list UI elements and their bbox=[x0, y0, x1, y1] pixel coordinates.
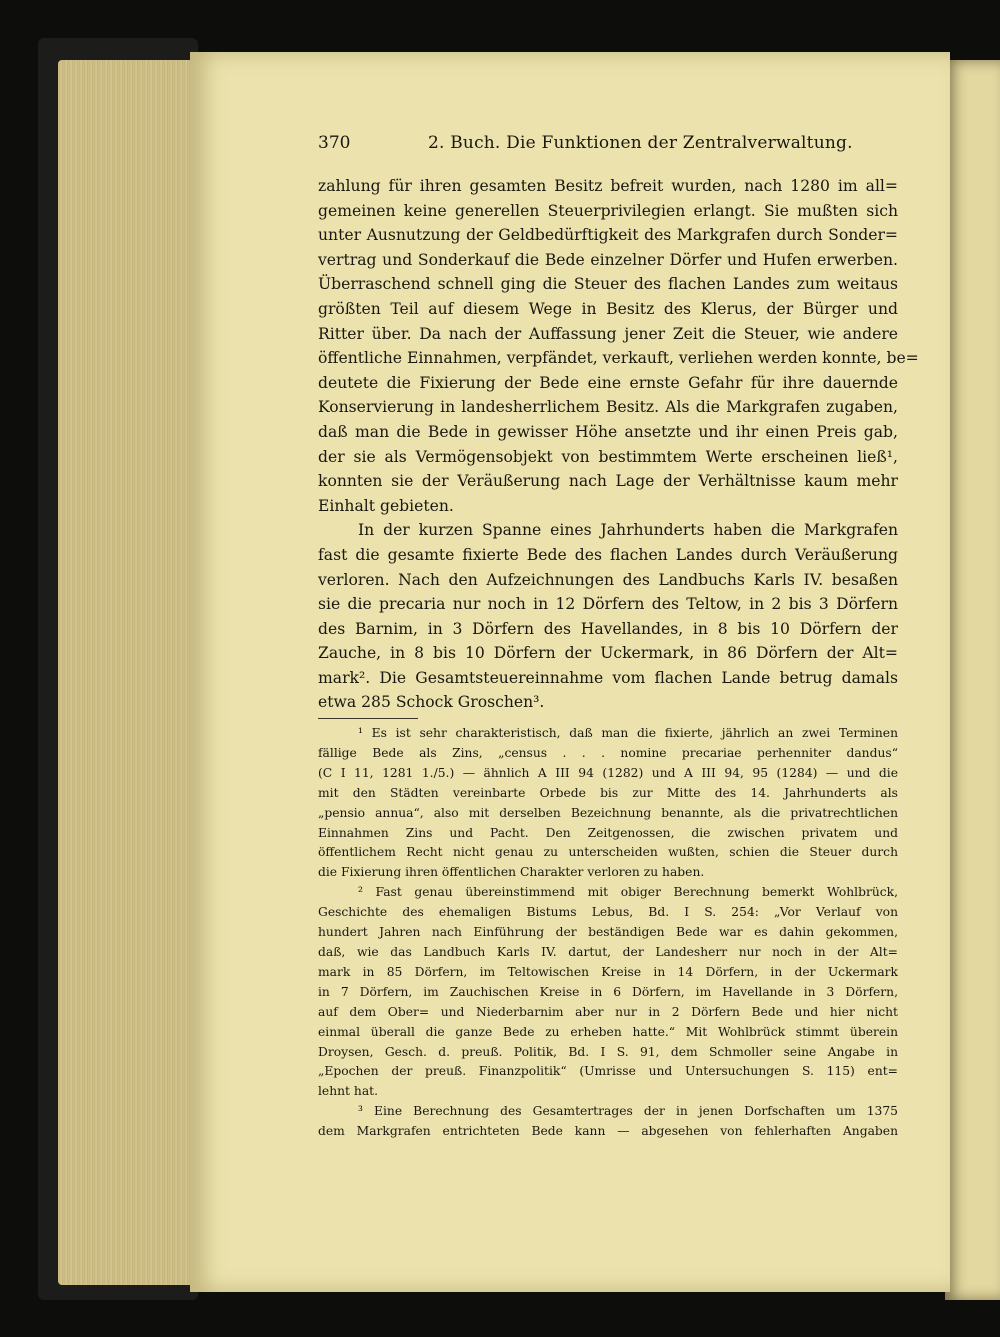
text-line: sie die precaria nur noch in 12 Dörfern des Teltow, in 2 bis 3 Dörfern bbox=[318, 595, 898, 614]
main-text bbox=[318, 174, 919, 715]
text-line: gemeinen keine generellen Steuerprivilegien erlangt. Sie mußten sich bbox=[318, 201, 898, 220]
text-line: mark². Die Gesamtsteuereinnahme vom flachen Lande betrug damals bbox=[318, 668, 898, 687]
footnote-line: „Epochen der preuß. Finanzpolitik“ (Umrisse und Untersuchungen S. 115) ent= bbox=[318, 1064, 898, 1079]
footnote-line: lehnt hat. bbox=[318, 1084, 379, 1099]
text-line: konnten sie der Veräußerung nach Lage der Verhältnisse kaum mehr bbox=[318, 472, 898, 491]
footnote-line: auf dem Ober= und Niederbarnim aber nur in 2 Dörfern Bede und hier nicht bbox=[318, 1004, 898, 1019]
page-number: 370 bbox=[318, 133, 351, 153]
footnote-line: öffentlichem Recht nicht genau zu unterscheiden wußten, schien die Steuer durch bbox=[318, 845, 898, 860]
footnote-line: die Fixierung ihren öffentlichen Charakter verloren zu haben. bbox=[318, 865, 705, 880]
footnote-line: ³ Eine Berechnung des Gesamtertrages der in jenen Dorfschaften um 1375 bbox=[358, 1104, 898, 1119]
footnote-line: einmal überall die ganze Bede zu erheben hatte.“ Mit Wohlbrück stimmt überein bbox=[318, 1024, 898, 1039]
footnote-line: Einnahmen Zins und Pacht. Den Zeitgenossen, die zwischen privatem und bbox=[318, 825, 898, 840]
text-line: verloren. Nach den Aufzeichnungen des Landbuchs Karls IV. besaßen bbox=[318, 570, 898, 589]
footnote-line: Geschichte des ehemaligen Bistums Lebus, Bd. I S. 254: „Vor Verlauf von bbox=[318, 905, 898, 920]
footnotes bbox=[318, 724, 898, 1142]
footnote-line: Droysen, Gesch. d. preuß. Politik, Bd. I S. 91, dem Schmoller seine Angabe in bbox=[318, 1044, 898, 1059]
text-line: In der kurzen Spanne eines Jahrhunderts haben die Markgrafen bbox=[358, 521, 898, 540]
text-line: größten Teil auf diesem Wege in Besitz des Klerus, der Bürger und bbox=[318, 299, 898, 318]
footnote-line: ¹ Es ist sehr charakteristisch, daß man die fixierte, jährlich an zwei Terminen bbox=[358, 726, 898, 740]
footnote-line: (C I 11, 1281 1./5.) — ähnlich A III 94 (1282) und A III 94, 95 (1284) — und die bbox=[318, 765, 898, 780]
running-title: 2. Buch. Die Funktionen der Zentralverwaltung. bbox=[428, 133, 853, 153]
text-line: daß man die Bede in gewisser Höhe ansetzte und ihr einen Preis gab, bbox=[318, 422, 898, 441]
text-line: des Barnim, in 3 Dörfern des Havellandes, in 8 bis 10 Dörfern der bbox=[318, 619, 898, 638]
text-line: vertrag und Sonderkauf die Bede einzelner Dörfer und Hufen erwerben. bbox=[318, 250, 898, 269]
text-line: Überraschend schnell ging die Steuer des flachen Landes zum weitaus bbox=[318, 275, 898, 294]
text-line: Ritter über. Da nach der Auffassung jener Zeit die Steuer, wie andere bbox=[318, 324, 898, 343]
footnote-divider bbox=[318, 718, 418, 719]
text-line: fast die gesamte fixierte Bede des flachen Landes durch Veräußerung bbox=[318, 545, 898, 564]
text-line: Einhalt gebieten. bbox=[318, 496, 454, 515]
footnote-line: dem Markgrafen entrichteten Bede kann — abgesehen von fehlerhaften Angaben bbox=[318, 1124, 898, 1139]
text-line: unter Ausnutzung der Geldbedürftigkeit des Markgrafen durch Sonder= bbox=[318, 226, 898, 245]
footnote-line: „pensio annua“, also mit derselben Bezeichnung benannte, als die privatrechtlichen bbox=[318, 805, 898, 820]
text-line: deutete die Fixierung der Bede eine ernste Gefahr für ihre dauernde bbox=[318, 373, 898, 392]
footnote-line: mark in 85 Dörfern, im Teltowischen Kreise in 14 Dörfern, in der Uckermark bbox=[318, 964, 898, 979]
footnote-line: in 7 Dörfern, im Zauchischen Kreise in 6 Dörfern, im Havellande in 3 Dörfern, bbox=[318, 984, 898, 999]
text-line: öffentliche Einnahmen, verpfändet, verkauft, verliehen werden konnte, be= bbox=[318, 349, 919, 368]
footnote-line: ² Fast genau übereinstimmend mit obiger Berechnung bemerkt Wohlbrück, bbox=[358, 885, 898, 900]
text-line: der sie als Vermögensobjekt von bestimmtem Werte erscheinen ließ¹, bbox=[318, 447, 898, 466]
text-line: zahlung für ihren gesamten Besitz befreit wurden, nach 1280 im all= bbox=[318, 177, 898, 195]
footnote-line: mit den Städten vereinbarte Orbede bis zur Mitte des 14. Jahrhunderts als bbox=[318, 785, 898, 800]
footnote-line: hundert Jahren nach Einführung der beständigen Bede war es dahin gekommen, bbox=[318, 925, 898, 940]
page-edges bbox=[58, 60, 198, 1285]
facing-page-edge bbox=[945, 60, 1000, 1300]
text-line: Zauche, in 8 bis 10 Dörfern der Uckermark, in 86 Dörfern der Alt= bbox=[318, 644, 898, 663]
footnote-line: daß, wie das Landbuch Karls IV. dartut, der Landesherr nur noch in der Alt= bbox=[318, 944, 898, 959]
text-line: etwa 285 Schock Groschen³. bbox=[318, 693, 545, 712]
footnote-line: fällige Bede als Zins, „census . . . nomine precariae perhenniter dandus“ bbox=[318, 745, 898, 760]
running-header bbox=[318, 130, 898, 156]
text-line: Konservierung in landesherrlichem Besitz. Als die Markgrafen zugaben, bbox=[318, 398, 898, 417]
